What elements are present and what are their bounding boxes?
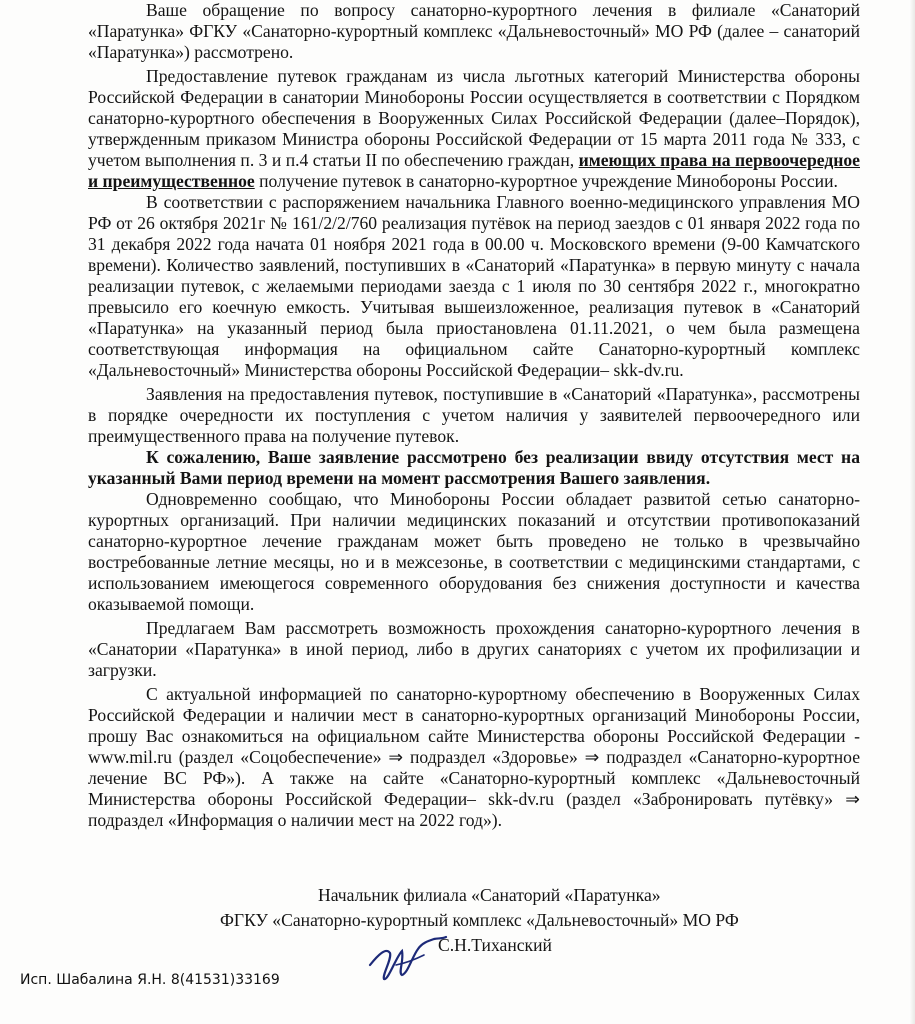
signature-title-line2: ФГКУ «Санаторно-курортный комплекс «Дальневосточный» МО РФ: [220, 910, 739, 930]
letter-body: [88, 0, 860, 831]
paragraph-rejection: [88, 447, 860, 489]
executor-contact: Исп. Шабалина Я.Н. 8(41531)33169: [20, 972, 280, 988]
paragraph-network: Одновременно сообщаю, что Минобороны России обладает развитой сетью санаторно-курортных организаций. При наличии медицинских показаний и отсутствии противопоказаний санаторно-курортное лечение гражданам может быть проведено не только в чрезвычайно востребованные летние месяцы, но и в межсезонье, в соответствии с медицинскими стандартами, с использованием имеющегося современного оборудования без снижения доступности и качества оказываемой помощи.: [88, 489, 860, 614]
handwritten-signature: [368, 935, 448, 985]
paragraph-procedure: [88, 66, 860, 192]
signatory-name: С.Н.Тиханский: [438, 935, 552, 955]
paragraph-procedure-text: Предоставление путевок гражданам из числа льготных категорий Министерства обороны Российской Федерации в санатории Минобороны России осуществляется в соответствии с Порядком санаторно-курортного обеспечения в Вооруженных Силах Российской Федерации (далее–Порядок), утвержденным приказом Министра обороны Российской Федерации от 15 марта 2011 года № 333, с учетом выполнения п. 3 и п.4 статьи II по обеспечению граждан,: [88, 66, 860, 170]
paragraph-order: В соответствии с распоряжением начальника Главного военно-медицинского управления МО РФ от 26 октября 2021г № 161/2/2/760 реализация путёвок на период заездов с 01 января 2022 года по 31 декабря 2022 года начата 01 ноября 2021 года в 00.00 ч. Московского времени (9-00 Камчатского времени). Количество заявлений, поступивших в «Санаторий «Паратунка» в первую минуту с начала реализации путевок, с желаемыми периодами заезда с 1 июля по 30 сентября 2022 г., многократно превысило его коечную емкость. Учитывая вышеизложенное, реализация путевок в «Санаторий «Паратунка» на указанный период была приостановлена 01.11.2021, о чем была размещена соответствующая информация на официальном сайте Санаторно-курортный комплекс «Дальневосточный» Министерства обороны Российской Федерации– skk-dv.ru.: [88, 192, 860, 380]
paragraph-procedure-tail: получение путевок в санаторно-курортное учреждение Минобороны России.: [259, 171, 838, 191]
paragraph-intro: Ваше обращение по вопросу санаторно-курортного лечения в филиале «Санаторий «Паратунка» ФГКУ «Санаторно-курортный комплекс «Дальневосточный» МО РФ (далее – санаторий «Паратунка») рассмотрено.: [88, 0, 860, 62]
rejection-emphasis: К сожалению, Ваше заявление рассмотрено без реализации ввиду отсутствия мест на указанный Вами период времени на момент рассмотрения Вашего заявления.: [88, 447, 860, 488]
paragraph-info: С актуальной информацией по санаторно-курортному обеспечению в Вооруженных Силах Российской Федерации и наличии мест в санаторно-курортных организаций Минобороны России, прошу Вас ознакомиться на официальном сайте Министерства обороны Российской Федерации - www.mil.ru (раздел «Соцобеспечение» ⇒ подраздел «Здоровье» ⇒ подраздел «Санаторно-курортное лечение ВС РФ»). А также на сайте «Санаторно-курортный комплекс «Дальневосточный Министерства обороны Российской Федерации– skk-dv.ru (раздел «Забронировать путёвку» ⇒ подраздел «Информация о наличии мест на 2022 год»).: [88, 684, 860, 830]
paragraph-offer: Предлагаем Вам рассмотреть возможность прохождения санаторно-курортного лечения в «Санатории «Паратунка» в иной период, либо в других санаториях с учетом их профилизации и загрузки.: [88, 618, 860, 680]
signature-title-line1: Начальник филиала «Санаторий «Паратунка»: [318, 885, 661, 905]
page-edge: [909, 0, 915, 1024]
paragraph-applications: Заявления на предоставления путевок, поступившие в «Санаторий «Паратунка», рассмотрены в порядке очередности их поступления с учетом наличия у заявителей первоочередного или преимущественного права на получение путевок.: [88, 384, 860, 446]
priority-rights-emphasis: имеющих права на первоочередное и преимущественное: [88, 150, 860, 191]
